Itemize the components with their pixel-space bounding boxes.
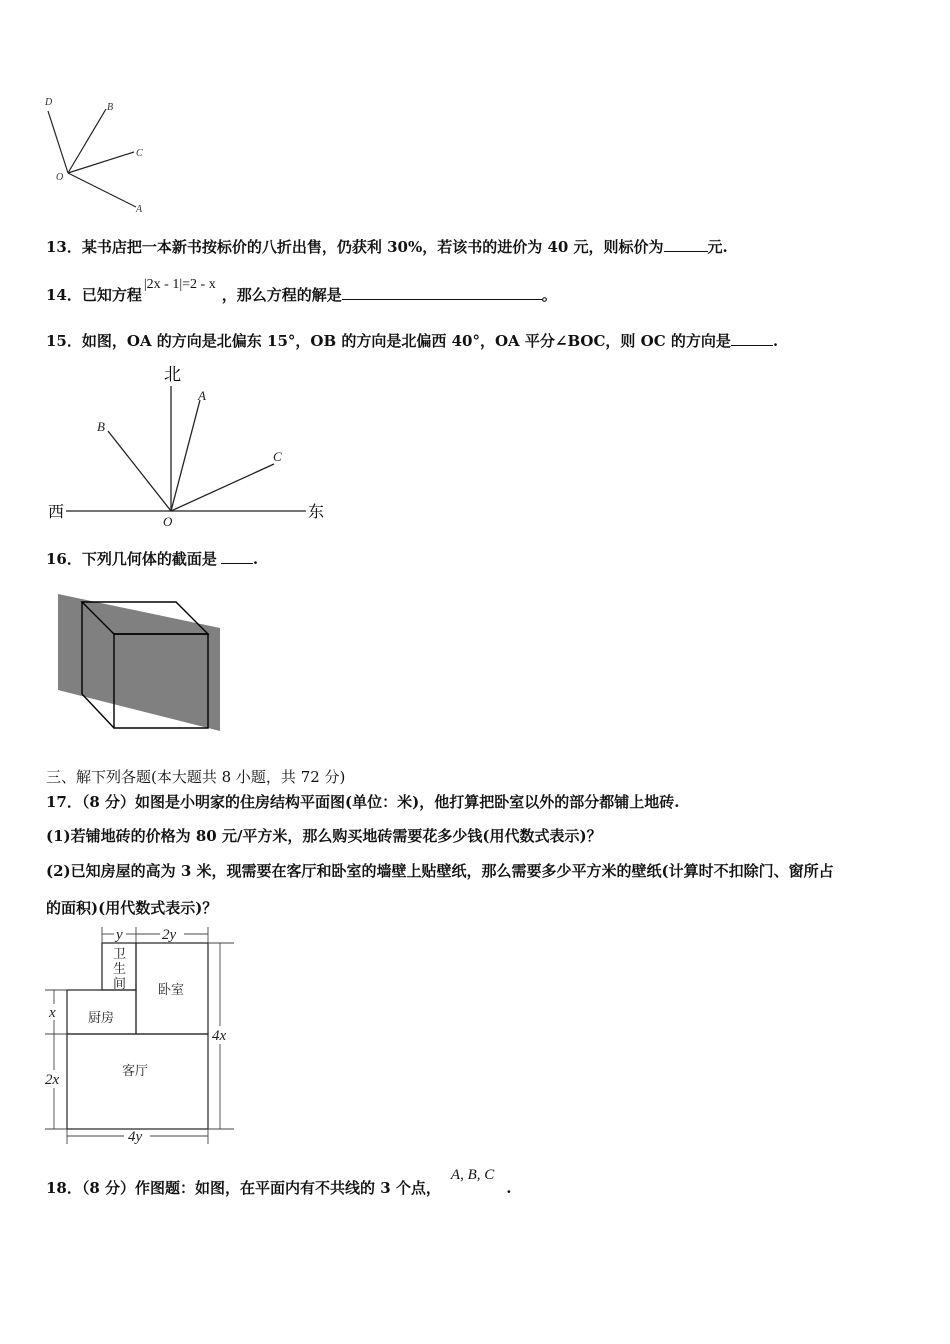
label-north: 北 — [164, 365, 181, 385]
label-b: B — [97, 419, 105, 434]
label-east: 东 — [308, 502, 325, 521]
dim-x: x — [49, 1005, 56, 1021]
label-c: C — [273, 449, 282, 464]
label-west: 西 — [48, 502, 65, 521]
label-o: O — [163, 514, 173, 529]
ray-ob — [108, 431, 171, 511]
label-c: C — [136, 148, 143, 159]
question-17-part-2-line-1: (2)已知房屋的高为 3 米，现需要在客厅和卧室的墙壁上贴壁纸，那么需要多少平方米的壁纸(计算时不扣除门、窗所占 — [46, 862, 834, 880]
ray-oa — [68, 173, 136, 207]
ray-oc — [68, 152, 134, 173]
q15-tail: . — [772, 332, 779, 350]
q13-blank[interactable] — [664, 237, 708, 252]
question-13 — [46, 236, 728, 257]
q16-blank[interactable] — [221, 549, 253, 564]
dim-y: y — [116, 927, 123, 943]
q14-prefix: 14．已知方程 — [46, 286, 142, 304]
label-a: A — [198, 388, 206, 403]
question-15 — [46, 330, 778, 351]
dim-4x: 4x — [212, 1028, 227, 1044]
question-18 — [46, 1167, 512, 1198]
ray-od — [48, 111, 68, 173]
living-label: 客厅 — [122, 1063, 149, 1078]
label-d: D — [45, 97, 53, 108]
q14-middle: ，那么方程的解是 — [221, 286, 342, 304]
ray-oc — [171, 464, 274, 511]
label-a: A — [136, 204, 143, 215]
room-living — [67, 1034, 208, 1129]
figure-17-floor-plan — [40, 922, 240, 1150]
q18-points: A, B, C — [450, 1167, 495, 1183]
ray-oa — [171, 400, 200, 511]
q16-tail: . — [252, 550, 259, 568]
figure-16-cube-section — [50, 588, 230, 738]
q13-tail: 元. — [707, 238, 728, 256]
kitchen-label: 厨房 — [88, 1010, 115, 1025]
question-16 — [46, 548, 258, 569]
q13-text: 13．某书店把一本新书按标价的八折出售，仍获利 30%，若该书的进价为 40 元，则标价为 — [46, 238, 664, 256]
q15-text: 15．如图，OA 的方向是北偏东 15°，OB 的方向是北偏西 40°，OA 平分∠BOC，则 OC 的方向是 — [46, 332, 731, 350]
question-17: 17．（8 分）如图是小明家的住房结构平面图(单位：米)，他打算把卧室以外的部分都铺上地砖. — [46, 793, 680, 811]
bathroom-label-3: 间 — [113, 976, 127, 991]
figure-15-compass — [40, 358, 340, 530]
dim-2x: 2x — [45, 1072, 60, 1088]
dim-4y: 4y — [128, 1129, 143, 1145]
section-3-title: 三、解下列各题(本大题共 8 小题，共 72 分) — [46, 768, 346, 786]
question-17-part-2-line-2: 的面积)(用代数式表示)？ — [46, 899, 218, 917]
top-angle-figure — [40, 95, 160, 215]
q14-equation: |2x - 1|=2 - x — [143, 277, 216, 292]
q18-text: 18．（8 分）作图题：如图，在平面内有不共线的 3 个点， — [46, 1179, 441, 1197]
bedroom-label: 卧室 — [158, 982, 185, 997]
dim-2y: 2y — [162, 927, 177, 943]
bathroom-label-2: 生 — [113, 961, 127, 976]
bathroom-label-1: 卫 — [113, 946, 127, 961]
ray-ob — [68, 109, 106, 173]
question-14 — [46, 277, 557, 305]
q18-tail: . — [506, 1179, 512, 1197]
q16-text: 16．下列几何体的截面是 — [46, 550, 217, 568]
label-o: O — [56, 172, 64, 183]
question-17-part-1: (1)若铺地砖的价格为 80 元/平方米，那么购买地砖需要花多少钱(用代数式表示)？ — [46, 827, 602, 845]
q14-tail: 。 — [541, 286, 557, 304]
label-b: B — [107, 102, 114, 113]
q15-blank[interactable] — [731, 331, 773, 346]
q14-blank[interactable] — [342, 285, 542, 300]
